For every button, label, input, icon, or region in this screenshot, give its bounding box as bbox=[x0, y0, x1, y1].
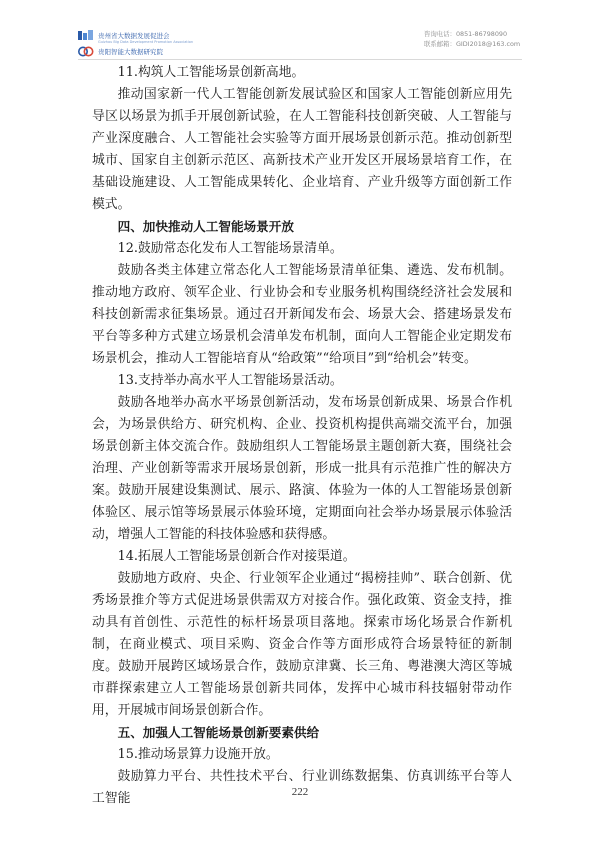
page-header bbox=[0, 0, 600, 56]
item-11-paragraph: 推动国家新一代人工智能创新发展试验区和国家人工智能创新应用先导区以场景为抓手开展创新试验，在人工智能科技创新突破、人工智能与产业深度融合、人工智能社会实验等方面开展场景创新示范。推动创新型城市、国家自主创新示范区、高新技术产业开发区开展场景培育工作，在基础设施建设、人工智能成果转化、企业培育、产业升级等方面创新工作模式。 bbox=[92, 87, 512, 212]
section-5-heading: 五、加强人工智能场景创新要素供给 bbox=[117, 725, 320, 740]
logo-row-institute bbox=[78, 44, 193, 58]
document-body bbox=[92, 62, 512, 810]
logo-group bbox=[78, 28, 193, 58]
item-15-paragraph: 鼓励算力平台、共性技术平台、行业训练数据集、仿真训练平台等人工智能 bbox=[92, 769, 512, 806]
item-15-heading: 15.推动场景算力设施开放。 bbox=[117, 747, 279, 762]
item-12-paragraph: 鼓励各类主体建立常态化人工智能场景清单征集、遴选、发布机制。推动地方政府、领军企业、行业协会和专业服务机构围绕经济社会发展和科技创新需求征集场景。通过召开新闻发布会、场景大会、搭建场景发布平台等多种方式建立场景机会清单发布机制，面向人工智能企业定期发布场景机会，推动人工智能培育从“给政策”“给项目”到“给机会”转变。 bbox=[92, 263, 512, 366]
item-11-heading: 11.构筑人工智能场景创新高地。 bbox=[117, 65, 305, 80]
item-13-paragraph: 鼓励各地举办高水平场景创新活动，发布场景创新成果、场景合作机会，为场景供给方、研究机构、企业、投资机构提供高端交流平台，加强场景创新主体交流合作。鼓励组织人工智能场景主题创新大赛，围绕社会治理、产业创新等需求开展场景创新，形成一批具有示范推广性的解决方案。鼓励开展建设集测试、展示、路演、体验为一体的人工智能场景创新体验区、展示馆等场景展示体验环境，定期面向社会举办场景展示体验活动，增强人工智能的科技体验感和获得感。 bbox=[92, 395, 512, 542]
logo-association-english: Guizhou Big Data Development Promotion Association bbox=[98, 40, 194, 44]
page-number: 222 bbox=[291, 786, 309, 798]
section-4-heading: 四、加快推动人工智能场景开放 bbox=[117, 219, 294, 234]
contact-email: 联系邮箱：GIDI2018@163.com bbox=[424, 40, 521, 48]
association-logo-icon bbox=[78, 30, 94, 41]
header-divider bbox=[78, 59, 522, 60]
logo-institute-name: 贵阳智能大数据研究院 bbox=[98, 47, 163, 56]
logo-association-name: 贵州省大数据发展促进会 bbox=[98, 31, 170, 40]
institute-logo-icon bbox=[78, 46, 94, 57]
item-14-heading: 14.拓展人工智能场景创新合作对接渠道。 bbox=[117, 549, 356, 564]
item-13-heading: 13.支持举办高水平人工智能场景活动。 bbox=[117, 373, 343, 388]
item-14-paragraph: 鼓励地方政府、央企、行业领军企业通过“揭榜挂帅”、联合创新、优秀场景推介等方式促进场景供需双方对接合作。强化政策、资金支持，推动具有首创性、示范性的标杆场景项目落地。探索市场化场景合作新机制，在商业模式、项目采购、资金合作等方面形成符合场景特征的新制度。鼓励开展跨区域场景合作，鼓励京津冀、长三角、粤港澳大湾区等城市群探索建立人工智能场景创新共同体，发挥中心城市科技辐射带动作用，开展城市间场景创新合作。 bbox=[92, 571, 512, 718]
contact-phone: 咨询电话：0851-86798090 bbox=[424, 30, 508, 38]
item-12-heading: 12.鼓励常态化发布人工智能场景清单。 bbox=[117, 241, 343, 256]
contact-info bbox=[424, 29, 520, 49]
